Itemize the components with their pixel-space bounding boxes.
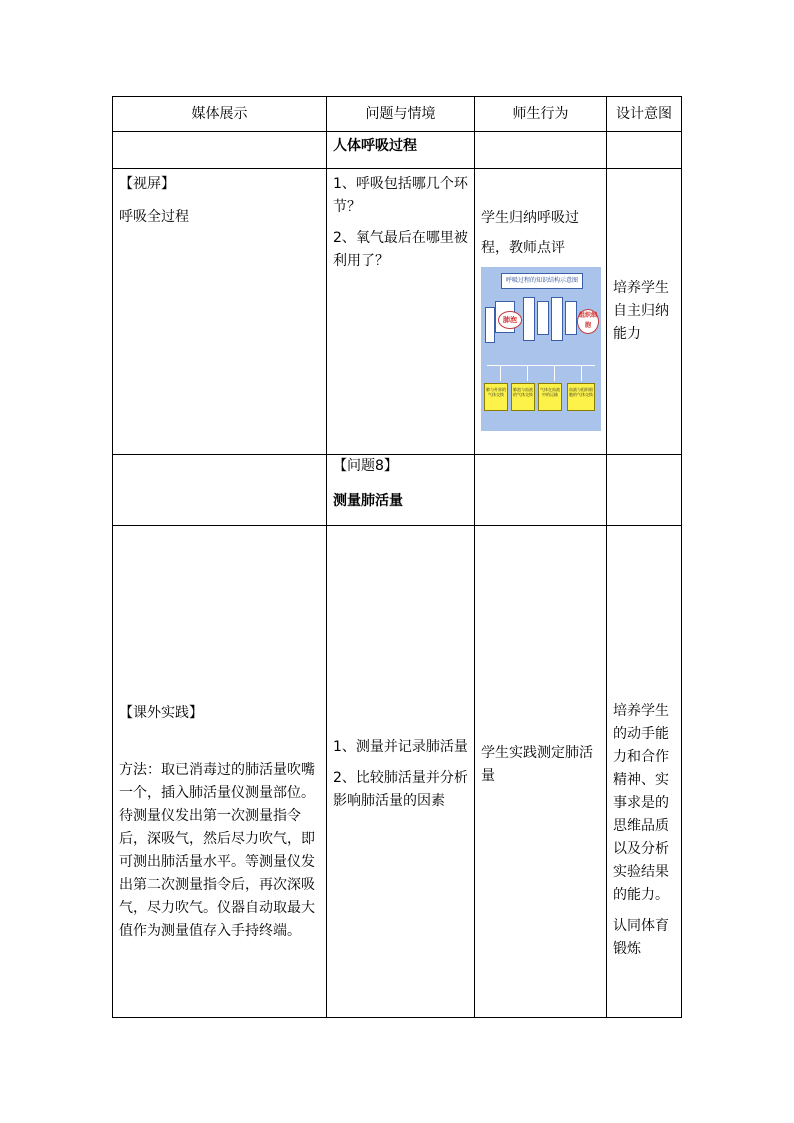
header-question: 问题与情境 xyxy=(327,97,475,132)
media-tag: 【视屏】 xyxy=(119,176,175,192)
behavior-text: 学生归纳呼吸过程，教师点评 xyxy=(481,210,579,256)
lung-label: 肺泡 xyxy=(498,311,522,329)
table-row xyxy=(113,455,682,526)
header-behavior: 师生行为 xyxy=(475,97,607,132)
media-tag: 【课外实践】 xyxy=(119,705,203,721)
section2-cell xyxy=(327,455,475,526)
intent-text-2: 认同体育锻炼 xyxy=(613,918,669,957)
diagram-line xyxy=(500,365,501,381)
diagram-step-label: 肺与外界的气体交换 xyxy=(486,387,506,397)
question-cell xyxy=(327,526,475,1018)
diagram-box xyxy=(567,383,595,411)
section2-title: 测量肺活量 xyxy=(333,493,403,509)
behavior-text: 学生实践测定肺活量 xyxy=(481,745,593,784)
empty-cell xyxy=(113,132,327,169)
diagram-step-label: 肺泡与血液的气体交换 xyxy=(513,387,533,397)
diagram-box xyxy=(484,383,508,411)
intent-text: 培养学生自主归纳能力 xyxy=(613,280,669,342)
empty-cell xyxy=(475,455,607,526)
table-row xyxy=(113,169,682,455)
question-cell xyxy=(327,169,475,455)
intent-cell xyxy=(607,526,682,1018)
cell-label: 组织细胞 xyxy=(577,309,599,334)
diagram-line xyxy=(581,365,582,381)
intent-text: 培养学生的动手能力和合作精神、实事求是的思维品质以及分析实验结果的能力。 xyxy=(613,703,669,903)
question-item: 1、测量并记录肺活量 xyxy=(333,739,468,755)
header-media: 媒体展示 xyxy=(113,97,327,132)
empty-cell xyxy=(607,455,682,526)
section-title: 人体呼吸过程 xyxy=(333,138,417,154)
diagram-line xyxy=(554,365,555,381)
diagram-box xyxy=(537,301,549,335)
diagram-box xyxy=(485,307,495,343)
question-item: 2、比较肺活量并分析影响肺活量的因素 xyxy=(333,770,468,809)
diagram-line xyxy=(527,365,528,381)
behavior-cell xyxy=(475,526,607,1018)
lesson-plan-table xyxy=(112,96,682,1018)
media-cell xyxy=(113,169,327,455)
table-header-row xyxy=(113,97,682,132)
header-intent: 设计意图 xyxy=(607,97,682,132)
respiration-diagram-image xyxy=(481,267,601,431)
empty-cell xyxy=(113,455,327,526)
diagram-title: 呼吸过程的知识结构示意图 xyxy=(501,273,583,289)
diagram-step-label: 血液与组织细胞的气体交换 xyxy=(569,387,593,397)
diagram-box xyxy=(551,297,563,341)
diagram-box xyxy=(523,297,535,341)
behavior-cell xyxy=(475,169,607,455)
question-item: 2、氧气最后在哪里被利用了？ xyxy=(333,230,468,269)
empty-cell xyxy=(475,132,607,169)
media-text: 呼吸全过程 xyxy=(119,209,189,225)
empty-cell xyxy=(607,132,682,169)
table-row xyxy=(113,526,682,1018)
section-title-cell xyxy=(327,132,475,169)
question-item: 1、呼吸包括哪几个环节？ xyxy=(333,176,468,215)
method-text: 方法：取已消毒过的肺活量吹嘴一个，插入肺活量仪测量部位。待测量仪发出第一次测量指令后，深吸气，然后尽力吹气，即可测出肺活量水平。等测量仪发出第二次测量指令后，再次深吸气，尽力吹气。仪器自动取最大值作为测量值存入手持终端。 xyxy=(119,762,315,939)
table-row xyxy=(113,132,682,169)
diagram-step-label: 气体在血液中的运输 xyxy=(540,387,560,397)
section2-tag: 【问题8】 xyxy=(333,458,398,474)
diagram-box xyxy=(565,301,577,335)
media-cell xyxy=(113,526,327,1018)
diagram-line xyxy=(487,365,595,366)
intent-cell xyxy=(607,169,682,455)
diagram-box xyxy=(511,383,535,411)
diagram-box xyxy=(538,383,562,411)
